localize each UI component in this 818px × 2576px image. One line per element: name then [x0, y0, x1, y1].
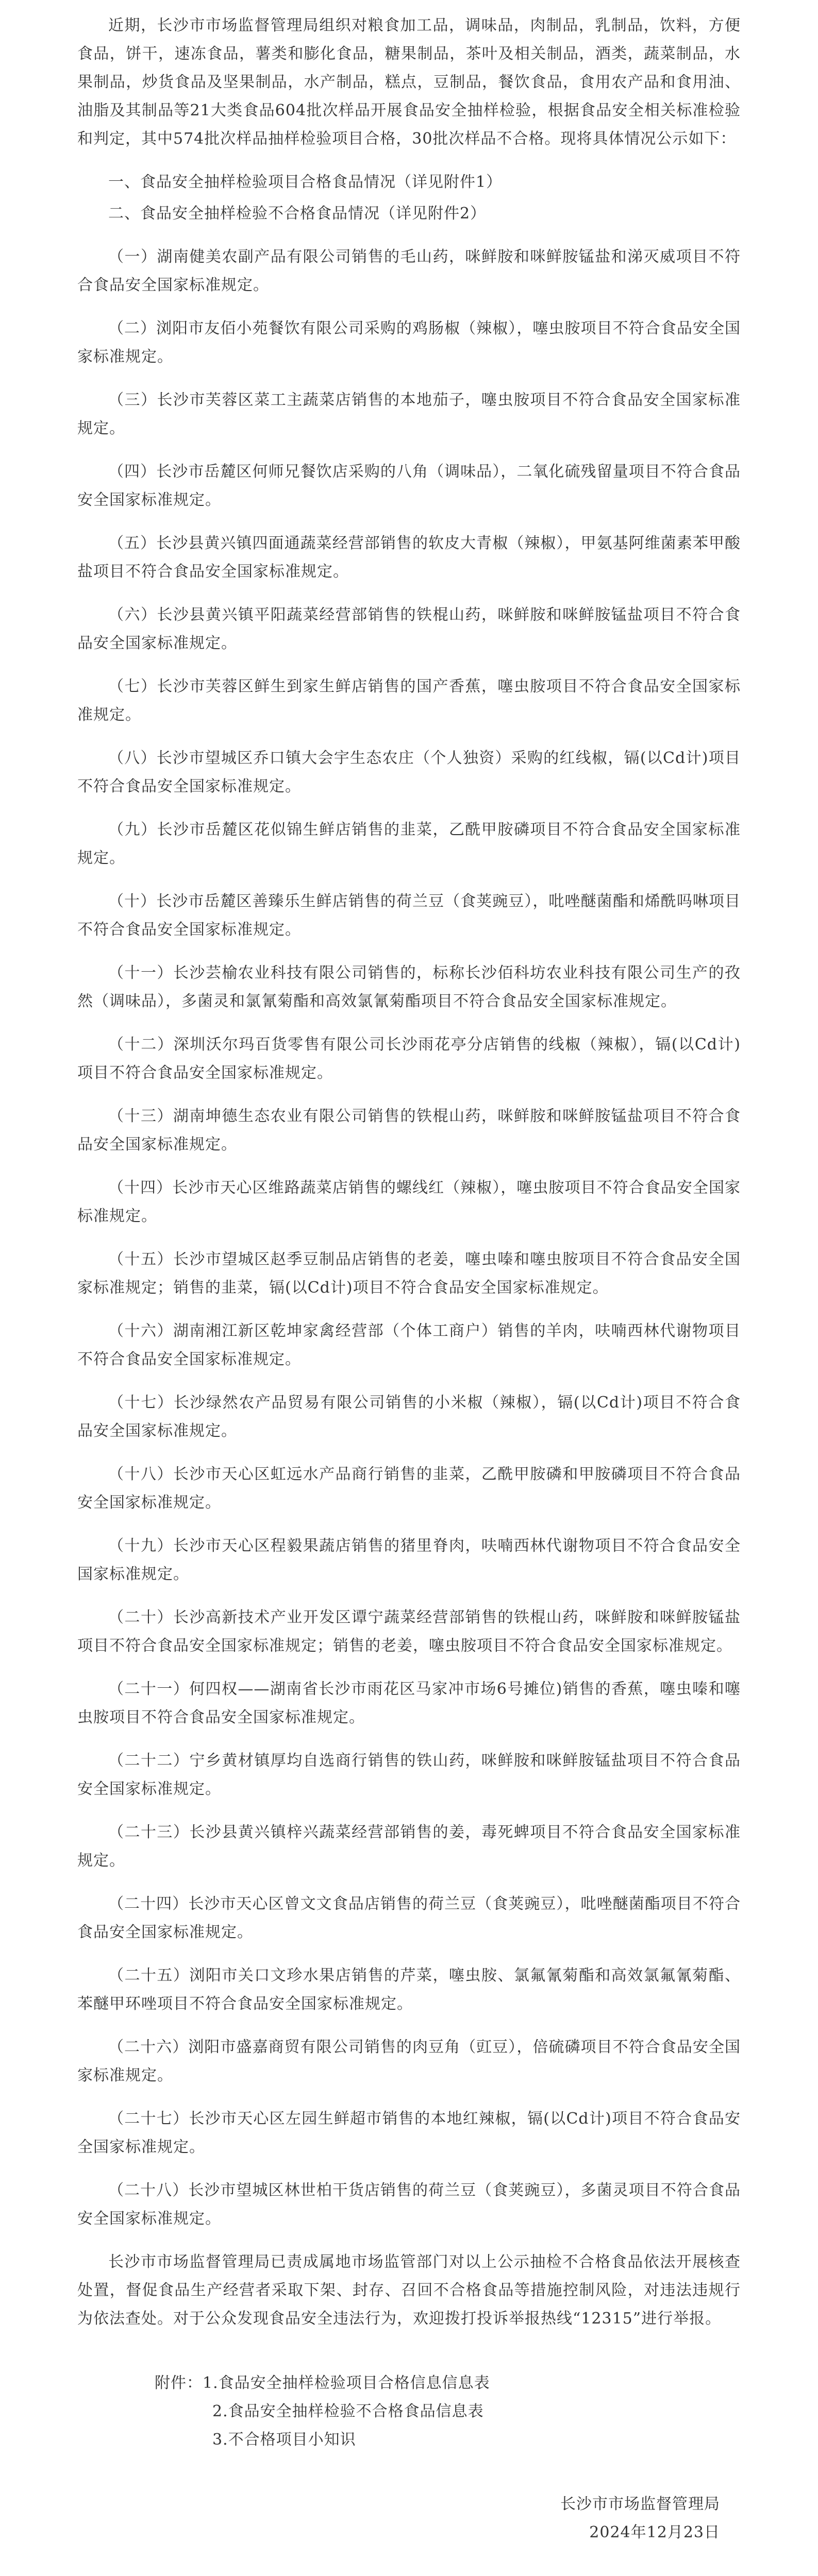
item-24: （二十四）长沙市天心区曾文文食品店销售的荷兰豆（食荚豌豆），吡唑醚菌酯项目不符合食品安全国家标准规定。: [77, 1895, 741, 1941]
item-14: （十四）长沙市天心区维路蔬菜店销售的螺线红（辣椒），噻虫胺项目不符合食品安全国家标准规定。: [77, 1179, 741, 1225]
item-23: （二十三）长沙县黄兴镇梓兴蔬菜经营部销售的姜，毒死蜱项目不符合食品安全国家标准规定。: [77, 1823, 741, 1870]
section-unqualified-heading: 二、食品安全抽样检验不合格食品情况（详见附件2）: [108, 205, 487, 223]
item-21: （二十一）何四权——湖南省长沙市雨花区马家冲市场6号摊位)销售的香蕉，噻虫嗪和噻虫胺项目不符合食品安全国家标准规定。: [77, 1680, 741, 1726]
item-27: （二十七）长沙市天心区左园生鲜超市销售的本地红辣椒，镉(以Cd计)项目不符合食品安全国家标准规定。: [77, 2110, 741, 2156]
item-9: （九）长沙市岳麓区花似锦生鲜店销售的韭菜，乙酰甲胺磷项目不符合食品安全国家标准规定。: [77, 821, 741, 867]
item-6: （六）长沙县黄兴镇平阳蔬菜经营部销售的铁棍山药，咪鲜胺和咪鲜胺锰盐项目不符合食品安全国家标准规定。: [77, 606, 741, 652]
attachment-row-2: [155, 2397, 741, 2426]
item-22: （二十二）宁乡黄材镇厚均自选商行销售的铁山药，咪鲜胺和咪鲜胺锰盐项目不符合食品安全国家标准规定。: [77, 1752, 741, 1798]
item-25: （二十五）浏阳市关口文珍水果店销售的芹菜，噻虫胺、氯氟氰菊酯和高效氯氟氰菊酯、苯醚甲环唑项目不符合食品安全国家标准规定。: [77, 1967, 741, 2013]
item-17: （十七）长沙绿然农产品贸易有限公司销售的小米椒（辣椒），镉(以Cd计)项目不符合食品安全国家标准规定。: [77, 1394, 741, 1440]
item-1: （一）湖南健美农副产品有限公司销售的毛山药，咪鲜胺和咪鲜胺锰盐和涕灭威项目不符合食品安全国家标准规定。: [77, 248, 741, 294]
attachment-1-link[interactable]: 1.食品安全抽样检验项目合格信息信息表: [203, 2374, 490, 2392]
item-5: （五）长沙县黄兴镇四面通蔬菜经营部销售的软皮大青椒（辣椒），甲氨基阿维菌素苯甲酸盐项目不符合食品安全国家标准规定。: [77, 534, 741, 581]
item-7: （七）长沙市芙蓉区鲜生到家生鲜店销售的国产香蕉，噻虫胺项目不符合食品安全国家标准规定。: [77, 677, 741, 724]
attachments-list: [77, 2369, 741, 2454]
item-2: （二）浏阳市友佰小苑餐饮有限公司采购的鸡肠椒（辣椒），噻虫胺项目不符合食品安全国家标准规定。: [77, 319, 741, 366]
item-26: （二十六）浏阳市盛嘉商贸有限公司销售的肉豆角（豇豆），倍硫磷项目不符合食品安全国家标准规定。: [77, 2038, 741, 2084]
signature-date: 2024年12月23日: [589, 2523, 720, 2541]
closing-paragraph: 长沙市市场监督管理局已责成属地市场监管部门对以上公示抽检不合格食品依法开展核查处置，督促食品生产经营者采取下架、封存、召回不合格食品等措施控制风险，对违法违规行为依法查处。对于公众发现食品安全违法行为，欢迎拨打投诉举报热线“12315”进行举报。: [77, 2253, 741, 2328]
attachment-row-1: [155, 2369, 741, 2397]
attachment-2-link[interactable]: 2.食品安全抽样检验不合格食品信息表: [212, 2402, 484, 2420]
attachment-row-3: [155, 2426, 741, 2454]
signature-org: 长沙市市场监督管理局: [560, 2495, 720, 2513]
attachments-label: 附件：: [155, 2374, 203, 2392]
item-11: （十一）长沙芸榆农业科技有限公司销售的，标称长沙佰科坊农业科技有限公司生产的孜然（调味品），多菌灵和氯氰菊酯和高效氯氰菊酯项目不符合食品安全国家标准规定。: [77, 964, 741, 1010]
signature-block: [77, 2490, 741, 2547]
item-28: （二十八）长沙市望城区林世柏干货店销售的荷兰豆（食荚豌豆），多菌灵项目不符合食品安全国家标准规定。: [77, 2181, 741, 2228]
item-4: （四）长沙市岳麓区何师兄餐饮店采购的八角（调味品），二氧化硫残留量项目不符合食品安全国家标准规定。: [77, 463, 741, 509]
attachment-3-link[interactable]: 3.不合格项目小知识: [212, 2431, 356, 2449]
intro-paragraph: 近期，长沙市市场监督管理局组织对粮食加工品，调味品，肉制品，乳制品，饮料，方便食品，饼干，速冻食品，薯类和膨化食品，糖果制品，茶叶及相关制品，酒类，蔬菜制品，水果制品，炒货食品及坚果制品，水产制品，糕点，豆制品，餐饮食品，食用农产品和食用油、油脂及其制品等21大类食品604批次样品开展食品安全抽样检验，根据食品安全相关标准检验和判定，其中574批次样品抽样检验项目合格，30批次样品不合格。现将具体情况公示如下：: [77, 16, 741, 148]
item-8: （八）长沙市望城区乔口镇大会宇生态农庄（个人独资）采购的红线椒，镉(以Cd计)项目不符合食品安全国家标准规定。: [77, 749, 741, 795]
item-18: （十八）长沙市天心区虹远水产品商行销售的韭菜，乙酰甲胺磷和甲胺磷项目不符合食品安全国家标准规定。: [77, 1465, 741, 1512]
item-15: （十五）长沙市望城区赵季豆制品店销售的老姜，噻虫嗪和噻虫胺项目不符合食品安全国家标准规定；销售的韭菜，镉(以Cd计)项目不符合食品安全国家标准规定。: [77, 1250, 741, 1297]
item-3: （三）长沙市芙蓉区菜工主蔬菜店销售的本地茄子，噻虫胺项目不符合食品安全国家标准规定。: [77, 391, 741, 437]
item-19: （十九）长沙市天心区程毅果蔬店销售的猪里脊肉，呋喃西林代谢物项目不符合食品安全国家标准规定。: [77, 1537, 741, 1583]
item-10: （十）长沙市岳麓区善臻乐生鲜店销售的荷兰豆（食荚豌豆），吡唑醚菌酯和烯酰吗啉项目不符合食品安全国家标准规定。: [77, 892, 741, 939]
item-13: （十三）湖南坤德生态农业有限公司销售的铁棍山药，咪鲜胺和咪鲜胺锰盐项目不符合食品安全国家标准规定。: [77, 1107, 741, 1154]
section-qualified-heading: 一、食品安全抽样检验项目合格食品情况（详见附件1）: [108, 173, 503, 191]
item-16: （十六）湖南湘江新区乾坤家禽经营部（个体工商户）销售的羊肉，呋喃西林代谢物项目不符合食品安全国家标准规定。: [77, 1322, 741, 1368]
item-12: （十二）深圳沃尔玛百货零售有限公司长沙雨花亭分店销售的线椒（辣椒），镉(以Cd计)项目不符合食品安全国家标准规定。: [77, 1036, 741, 1082]
item-20: （二十）长沙高新技术产业开发区谭宁蔬菜经营部销售的铁棍山药，咪鲜胺和咪鲜胺锰盐项目不符合食品安全国家标准规定；销售的老姜，噻虫胺项目不符合食品安全国家标准规定。: [77, 1608, 741, 1655]
